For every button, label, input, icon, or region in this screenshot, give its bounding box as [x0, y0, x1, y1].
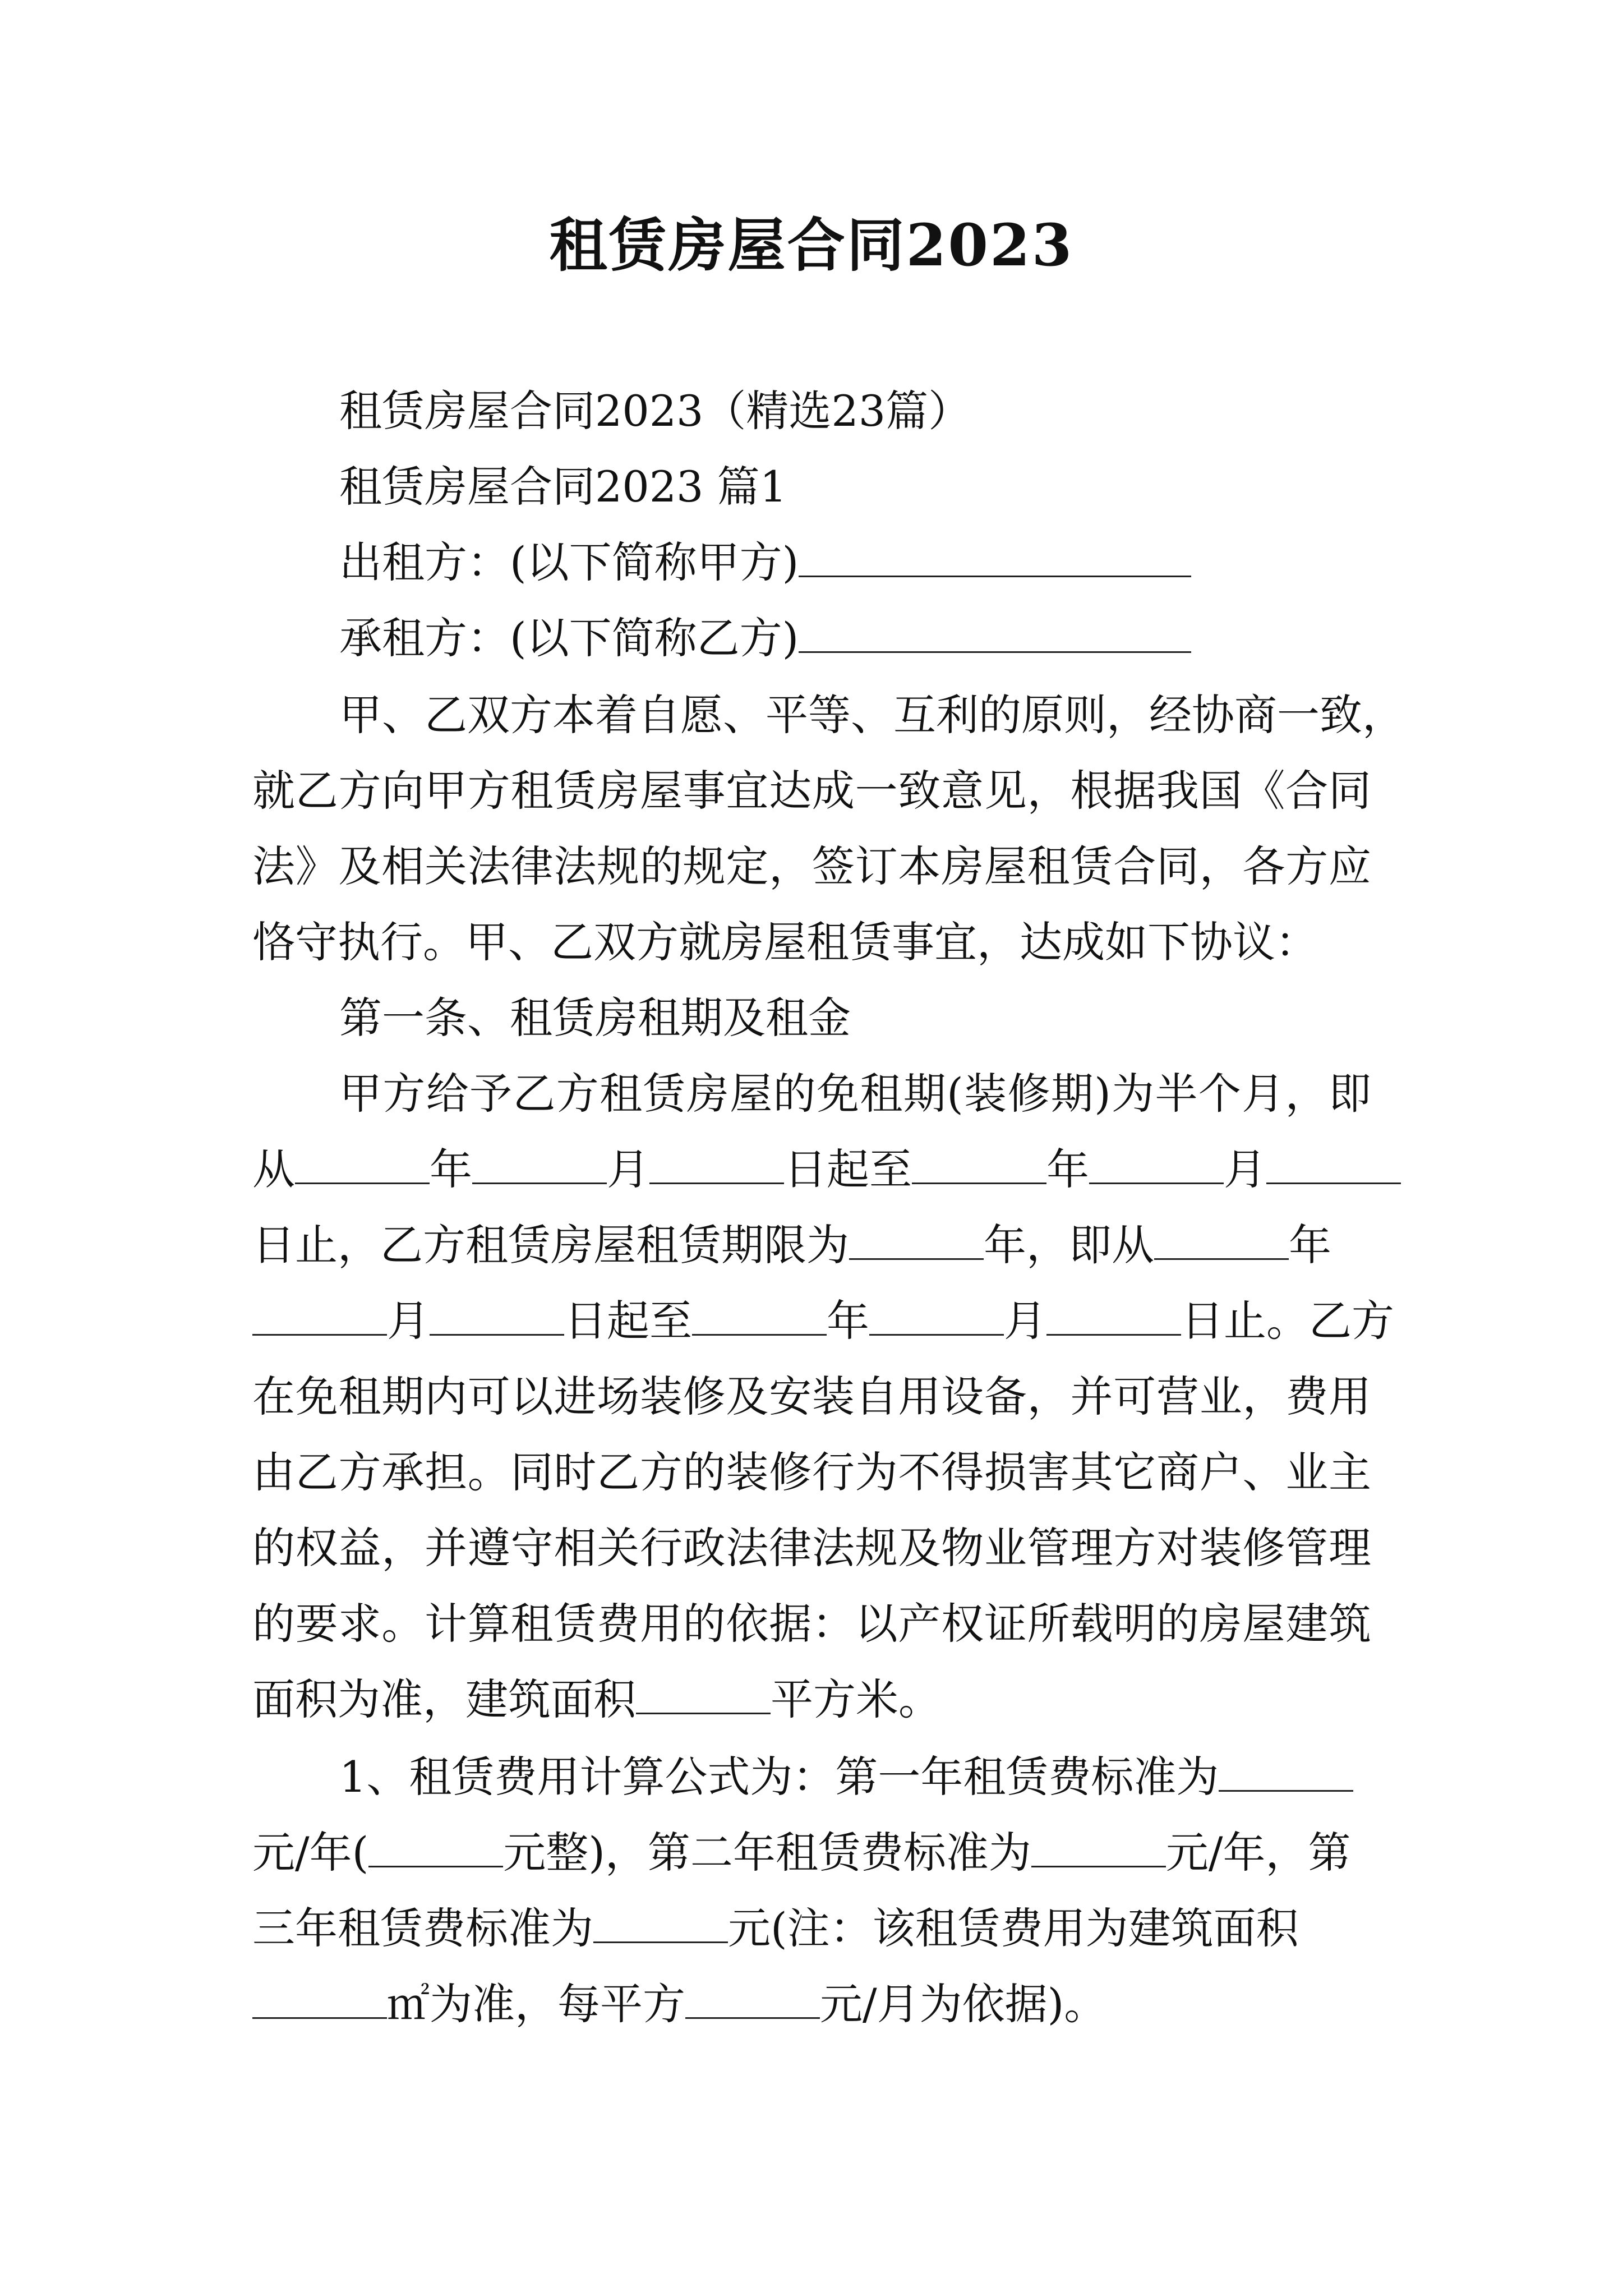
blank-field[interactable]	[1154, 1225, 1289, 1260]
article-1-line-6: 由乙方承担。同时乙方的装修行为不得损害其它商户、业主	[252, 1447, 1371, 1497]
text-year: 年	[1046, 1144, 1089, 1194]
text-year: 年	[1289, 1220, 1331, 1270]
article-1-line-9	[252, 1674, 941, 1724]
intro-line-2: 就乙方向甲方租赁房屋事宜达成一致意见，根据我国《合同	[252, 766, 1371, 816]
text-term: 日止，乙方租赁房屋租赁期限为	[252, 1220, 849, 1270]
article-1-line-1: 甲方给予乙方租赁房屋的免租期(装修期)为半个月，即	[339, 1069, 1371, 1119]
lessor-line	[339, 537, 1191, 587]
text-day-until: 日起至	[564, 1296, 692, 1346]
article-1-line-5: 在免租期内可以进场装修及安装自用设备，并可营业，费用	[252, 1372, 1371, 1421]
document-title: 租赁房屋合同2023	[549, 211, 1074, 279]
article-1-line-8: 的要求。计算租赁费用的依据：以产权证所载明的房屋建筑	[252, 1599, 1371, 1649]
section-heading: 租赁房屋合同2023 篇1	[339, 462, 787, 512]
text-fee-formula: 1、租赁费用计算公式为：第一年租赁费标准为	[339, 1752, 1219, 1802]
text-day-end: 日止。乙方	[1181, 1296, 1394, 1346]
text-per-sqm: ㎡为准，每平方	[387, 1979, 685, 2029]
lessee-label: 承租方：(以下简称乙方)	[339, 613, 799, 663]
text-month: 月	[607, 1144, 649, 1194]
text-year: 年	[827, 1296, 869, 1346]
item-1-line-1	[339, 1752, 1353, 1802]
text-per-year-third: 元/年，第	[1165, 1828, 1351, 1878]
intro-line-1: 甲、乙双方本着自愿、平等、互利的原则，经协商一致，	[339, 690, 1405, 740]
text-year-from: 年，即从	[984, 1220, 1154, 1270]
blank-field[interactable]	[252, 1984, 387, 2019]
article-1-line-7: 的权益，并遵守相关行政法律法规及物业管理方对装修管理	[252, 1523, 1371, 1573]
blank-field[interactable]	[692, 1300, 827, 1336]
blank-field[interactable]	[472, 1149, 607, 1184]
blank-field[interactable]	[1031, 1832, 1166, 1867]
text-sqm: 平方米。	[771, 1674, 941, 1724]
text-month: 月	[1224, 1144, 1266, 1194]
lessee-name-field[interactable]	[799, 618, 1191, 653]
blank-field[interactable]	[1046, 1300, 1181, 1336]
text-year: 年	[430, 1144, 472, 1194]
text-per-month: 元/月为依据)。	[820, 1979, 1107, 2029]
text-day-until: 日起至	[784, 1144, 912, 1194]
blank-field[interactable]	[685, 1984, 820, 2019]
article-1-line-2	[252, 1144, 1401, 1194]
blank-field[interactable]	[368, 1832, 503, 1867]
item-1-line-3	[252, 1903, 1299, 1953]
intro-line-3: 法》及相关法律法规的规定，签订本房屋租赁合同，各方应	[252, 841, 1371, 891]
text-month: 月	[1004, 1296, 1046, 1346]
lessee-line	[339, 613, 1191, 663]
blank-field[interactable]	[869, 1300, 1004, 1336]
article-1-heading: 第一条、租赁房租期及租金	[339, 993, 851, 1043]
blank-field[interactable]	[1266, 1149, 1401, 1184]
collection-header: 租赁房屋合同2023（精选23篇）	[339, 386, 971, 436]
blank-field[interactable]	[593, 1908, 728, 1943]
blank-field[interactable]	[912, 1149, 1046, 1184]
blank-field[interactable]	[636, 1679, 771, 1714]
item-1-line-2	[252, 1828, 1351, 1878]
text-month: 月	[387, 1296, 430, 1346]
text-per-year: 元/年(	[252, 1828, 369, 1878]
lessor-name-field[interactable]	[799, 542, 1191, 577]
text-third-year: 三年租赁费标准为	[252, 1903, 593, 1953]
blank-field[interactable]	[849, 1225, 984, 1260]
blank-field[interactable]	[252, 1300, 387, 1336]
text-area: 面积为准，建筑面积	[252, 1674, 636, 1724]
lessor-label: 出租方：(以下简称甲方)	[339, 537, 799, 587]
article-1-line-3	[252, 1220, 1331, 1270]
blank-field[interactable]	[1219, 1756, 1353, 1792]
intro-line-4: 恪守执行。甲、乙双方就房屋租赁事宜，达成如下协议：	[252, 917, 1318, 967]
text-from: 从	[252, 1144, 295, 1194]
text-second-year: 元整)，第二年租赁费标准为	[503, 1828, 1031, 1878]
blank-field[interactable]	[430, 1300, 564, 1336]
blank-field[interactable]	[1089, 1149, 1224, 1184]
text-note: 元(注：该租赁费用为建筑面积	[728, 1903, 1299, 1953]
item-1-line-4	[252, 1979, 1107, 2029]
blank-field[interactable]	[649, 1149, 784, 1184]
article-1-line-4	[252, 1296, 1394, 1346]
blank-field[interactable]	[295, 1149, 430, 1184]
